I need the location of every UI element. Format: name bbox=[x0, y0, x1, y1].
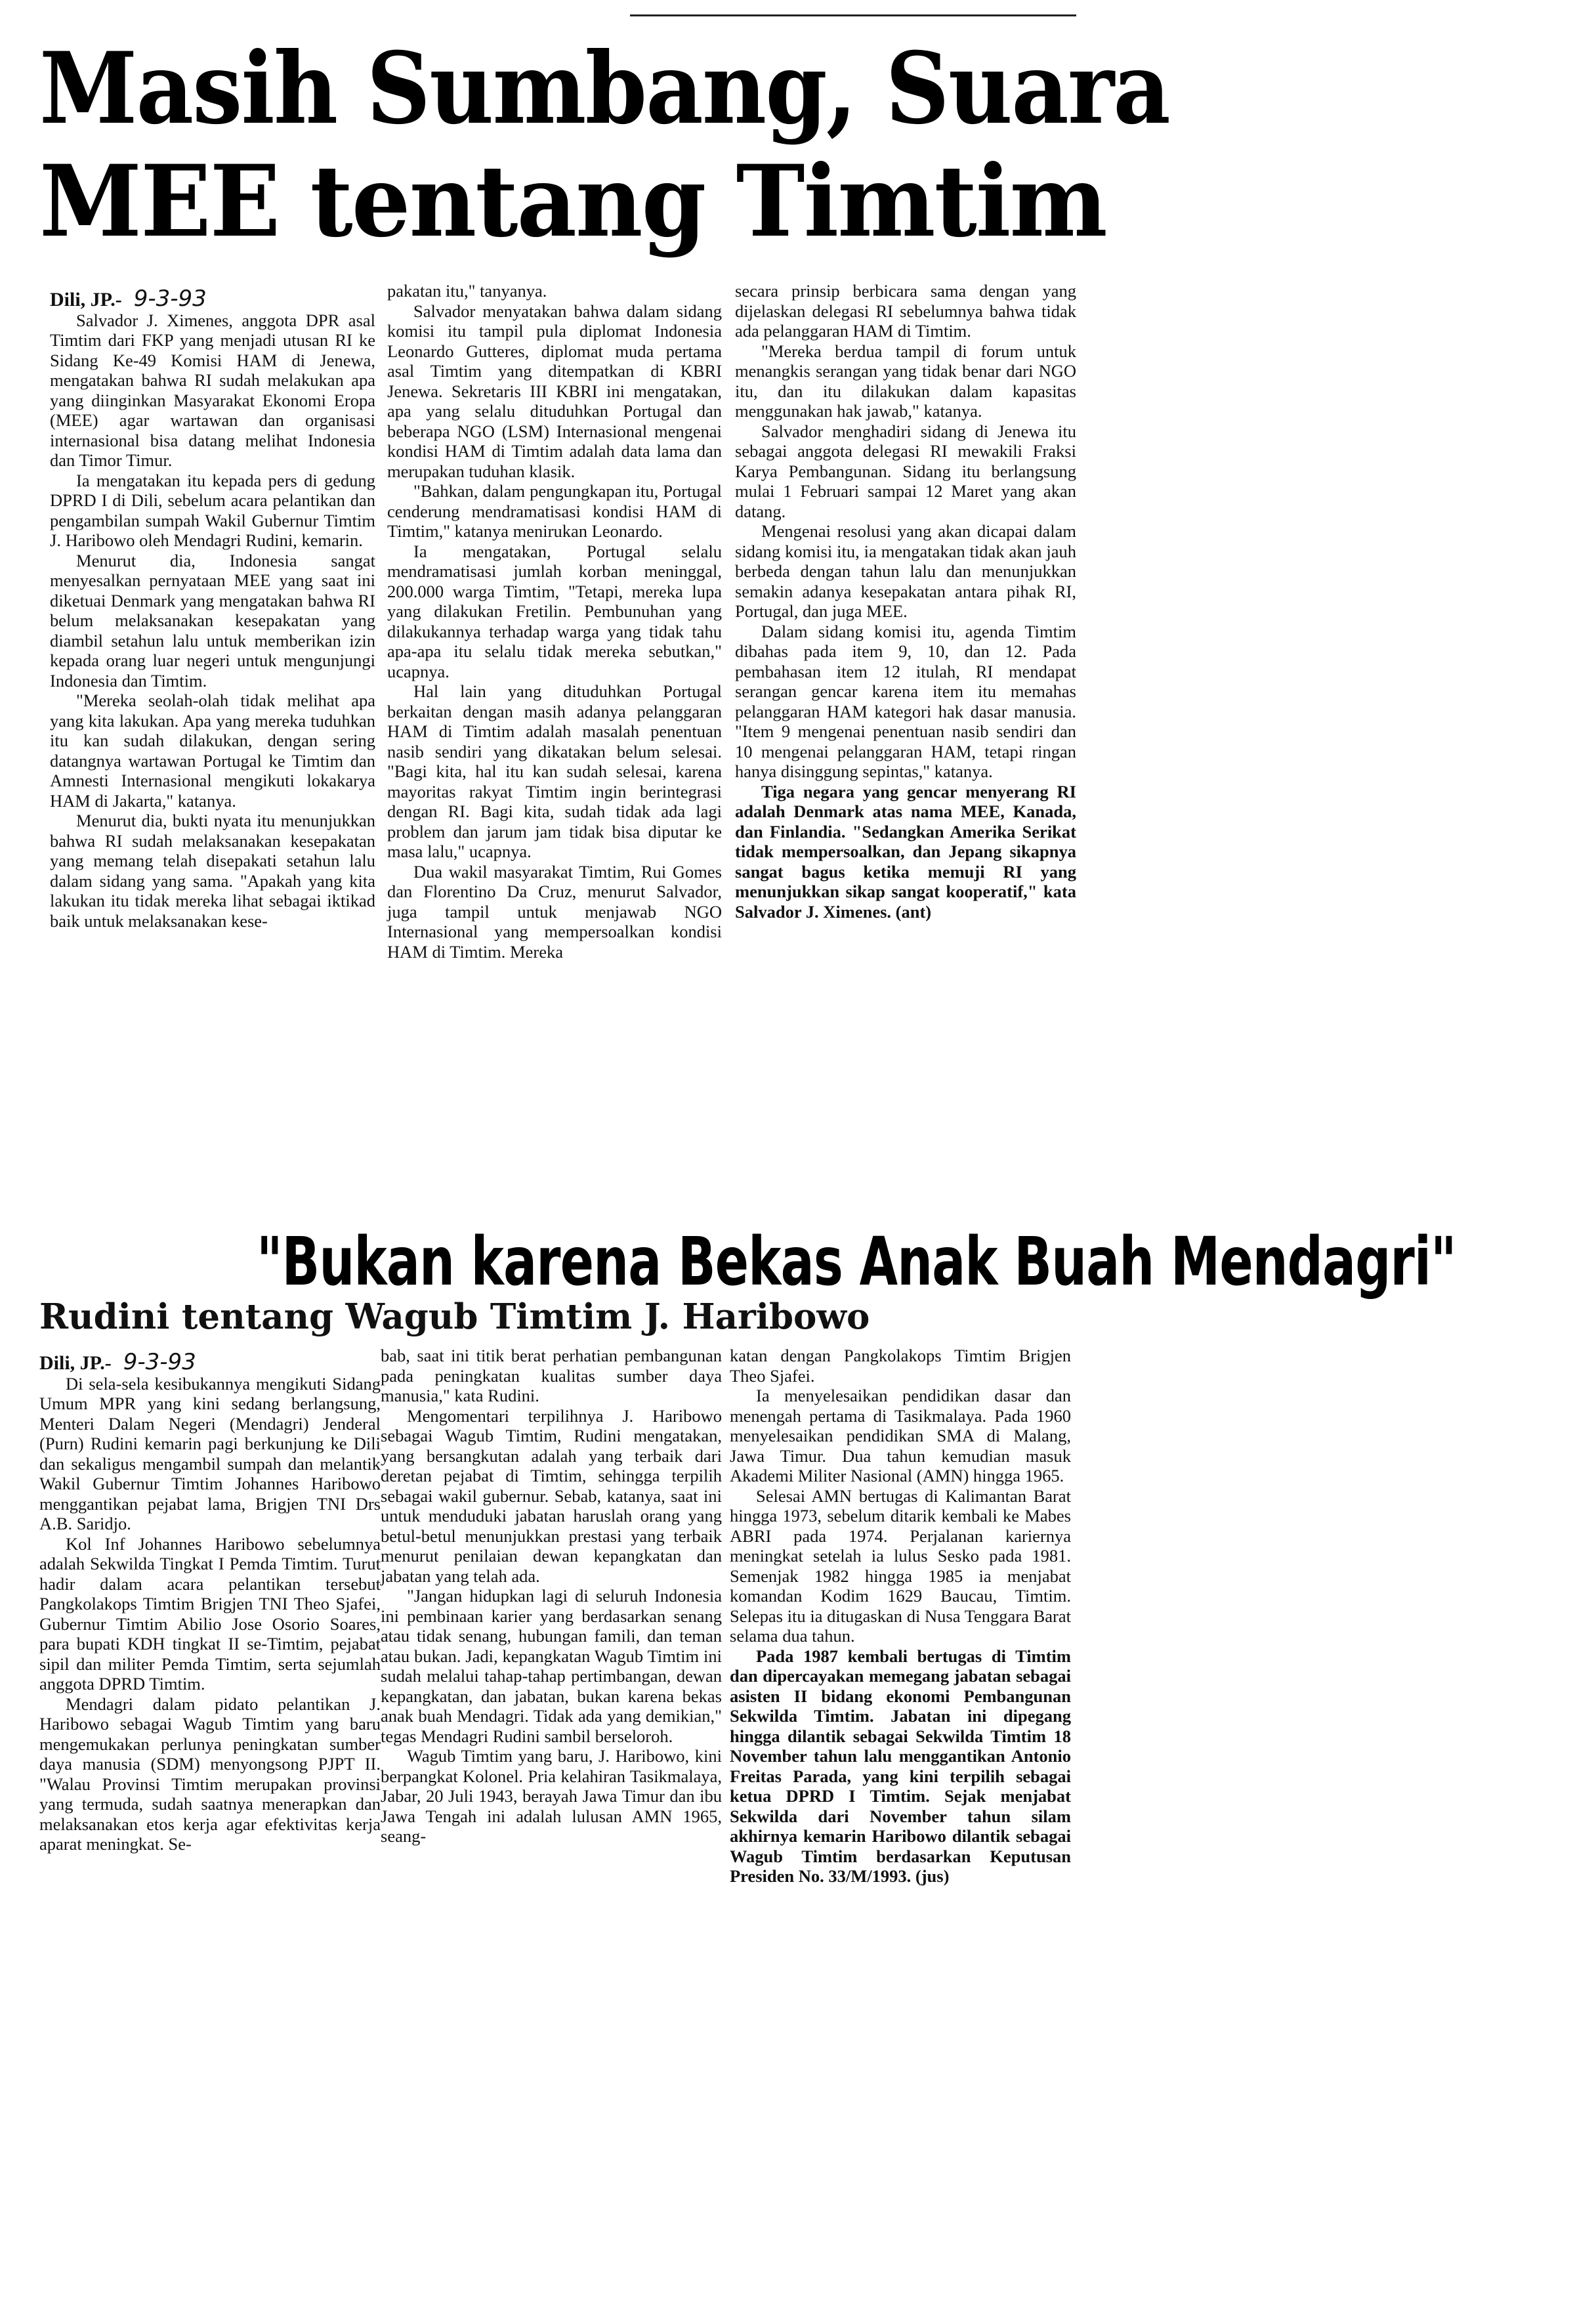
article1-paragraph: Menurut dia, Indonesia sangat menyesalkan pernyataan MEE yang saat ini diketuai Denmark yang mengatakan bahwa RI belum melaksanakan kesepakatan yang diambil setahun lalu untuk memberikan izin kepada orang luar negeri untuk mengunjungi Indonesia dan Timtim. bbox=[50, 550, 375, 691]
article1-paragraph: Tiga negara yang gencar menyerang RI adalah Denmark atas nama MEE, Kanada, dan Finlandia. "Sedangkan Amerika Serikat tidak mempersoalkan, dan Jepang sikapnya sangat bagus ketika memuji RI yang menunjukkan sikap sangat kooperatif," kata Salvador J. Ximenes. (ant) bbox=[735, 781, 1076, 922]
article2-paragraph: Mengomentari terpilihnya J. Haribowo sebagai Wagub Timtim, Rudini mengatakan, yang bersangkutan adalah yang terbaik dari deretan pejabat di Timtim, sehingga terpilih sebagai wakil gubernur. Sebab, katanya, saat ini untuk menduduki jabatan haruslah orang yang betul-betul menunjukkan prestasi yang terbaik menurut penilaian dewan kepangkatan dan jabatan yang telah ada. bbox=[381, 1405, 722, 1586]
article2-headline: "Bukan karena Bekas Anak Buah Mendagri" bbox=[257, 1223, 1456, 1301]
article2-dateline: Dili, JP.- bbox=[39, 1352, 112, 1374]
article2-paragraph: Selesai AMN bertugas di Kalimantan Barat hingga 1973, sebelum ditarik kembali ke Mabes ABRI pada 1974. Perjalanan kariernya meningkat setelah ia lulus Sesko pada 1981. Semenjak 1982 hingga 1985 ia menjabat komandan Kodim 1629 Baucau, Timtim. Selepas itu ia ditugaskan di Nusa Tenggara Barat selama dua tahun. bbox=[730, 1485, 1071, 1646]
article1-paragraph: pakatan itu," tanyanya. bbox=[387, 281, 547, 301]
article2-column-2 bbox=[381, 1346, 722, 1846]
article1-paragraph: Hal lain yang dituduhkan Portugal berkaitan dengan masih adanya pelanggaran HAM di Timtim adalah masalah penentuan nasib sendiri yang dikatakan belum selesai. "Bagi kita, hal itu kan sudah selesai, karena mayoritas rakyat Timtim ingin berintegrasi dengan RI. Bagi kita, sudah tidak ada lagi problem dan jarum jam tidak bisa diputar ke masa lalu," ucapnya. bbox=[387, 681, 722, 861]
article1-headline-line1: Masih Sumbang, Suara bbox=[39, 31, 1169, 146]
article1-paragraph: Salvador menyatakan bahwa dalam sidang komisi itu tampil pula diplomat Indonesia Leonardo Gutteres, diplomat muda pertama asal Timtim yang ditempatkan di KBRI Jenewa. Sekretaris III KBRI ini mengatakan, apa yang selalu dituduhkan Portugal dan beberapa NGO (LSM) Internasional mengenai kondisi HAM di Timtim adalah data lama dan merupakan tuduhan klasik. bbox=[387, 301, 722, 481]
article1-column-1 bbox=[50, 286, 375, 931]
article1-handwritten-date: 9-3-93 bbox=[133, 286, 207, 312]
article2-paragraph: Pada 1987 kembali bertugas di Timtim dan dipercayakan memegang jabatan sebagai asisten II bidang ekonomi Pembangunan Sekwilda Timtim. Jabatan ini dipegang hingga dilantik sebagai Sekwilda Timtim 18 November tahun lalu menggantikan Antonio Freitas Parada, yang kini terpilih sebagai ketua DPRD I Timtim. Sejak menjabat Sekwilda dari November tahun silam akhirnya kemarin Haribowo dilantik sebagai Wagub Timtim berdasarkan Keputusan Presiden No. 33/M/1993. (jus) bbox=[730, 1646, 1071, 1886]
article2-column-3 bbox=[730, 1346, 1071, 1887]
article2-subheadline: Rudini tentang Wagub Timtim J. Haribowo bbox=[39, 1296, 870, 1337]
article2-column-1 bbox=[39, 1349, 381, 1854]
article2-paragraph: Kol Inf Johannes Haribowo sebelumnya adalah Sekwilda Tingkat I Pemda Timtim. Turut hadir dalam acara pelantikan tersebut Pangkolakops Timtim Brigjen TNI Theo Sjafei, Gubernur Timtim Abilio Jose Osorio Soares, para bupati KDH tingkat II se-Timtim, pejabat sipil dan militer Pemda Timtim, serta sejumlah anggota DPRD Timtim. bbox=[39, 1533, 381, 1694]
article2-paragraph: Di sela-sela kesibukannya mengikuti Sidang Umum MPR yang kini sedang berlangsung, Menteri Dalam Negeri (Mendagri) Jenderal (Purn) Rudini kemarin pagi berkunjung ke Dili dan sekaligus mengambil sumpah dan melantik Wakil Gubernur Timtim Johannes Haribowo menggantikan pejabat lama, Brigjen TNI Drs A.B. Saridjo. bbox=[39, 1373, 381, 1533]
article2-paragraph: katan dengan Pangkolakops Timtim Brigjen Theo Sjafei. bbox=[730, 1346, 1071, 1386]
article2-handwritten-date: 9-3-93 bbox=[123, 1349, 196, 1375]
article1-paragraph: Salvador menghadiri sidang di Jenewa itu sebagai anggota delegasi RI mewakili Fraksi Karya Pembangunan. Sidang itu berlangsung mulai 1 Februari sampai 12 Maret yang akan datang. bbox=[735, 421, 1076, 521]
article2-dateline-row bbox=[39, 1349, 381, 1375]
article1-paragraph: Dua wakil masyarakat Timtim, Rui Gomes dan Florentino Da Cruz, menurut Salvador, juga tampil untuk menjawab NGO Internasional yang mempersoalkan kondisi HAM di Timtim. Mereka bbox=[387, 861, 722, 962]
article1-dateline-row bbox=[50, 286, 375, 312]
article1-column-2 bbox=[387, 281, 722, 962]
article2-paragraph: Ia menyelesaikan pendidikan dasar dan menengah pertama di Tasikmalaya. Pada 1960 menyelesaikan pendidikan SMA di Malang, Jawa Timur. Dua tahun kemudian masuk Akademi Militer Nasional (AMN) hingga 1965. bbox=[730, 1386, 1071, 1485]
article2-paragraph: "Jangan hidupkan lagi di seluruh Indonesia ini pembinaan karier yang berdasarkan senang atau tidak senang, hubungan famili, dan teman atau bukan. Jadi, kepangkatan Wagub Timtim ini sudah melalui tahap-tahap pertimbangan, dewan kepangkatan, dan jabatan, bukan karena bekas anak buah Mendagri. Tidak ada yang demikian," tegas Mendagri Rudini sambil berseloroh. bbox=[381, 1586, 722, 1746]
article2-paragraph: bab, saat ini titik berat perhatian pembangunan pada peningkatan kualitas sumber daya manusia," kata Rudini. bbox=[381, 1346, 722, 1405]
article1-column-3 bbox=[735, 281, 1076, 922]
article1-paragraph: Ia mengatakan, Portugal selalu mendramatisasi jumlah korban meninggal, 200.000 warga Timtim, "Tetapi, mereka lupa yang dilakukan Fretilin. Pembunuhan yang dilakukannya terhadap warga yang tidak tahu apa-apa itu selalu tidak mereka sebutkan," ucapnya. bbox=[387, 541, 722, 681]
article1-paragraph: Ia mengatakan itu kepada pers di gedung DPRD I di Dili, sebelum acara pelantikan dan pengambilan sumpah Wakil Gubernur Timtim J. Haribowo oleh Mendagri Rudini, kemarin. bbox=[50, 470, 375, 550]
article1-paragraph: Mengenai resolusi yang akan dicapai dalam sidang komisi itu, ia mengatakan tidak akan jauh berbeda dengan tahun lalu dan menunjukkan semakin adanya kesepakatan antara pihak RI, Portugal, dan juga MEE. bbox=[735, 521, 1076, 621]
article2-paragraph: Mendagri dalam pidato pelantikan J. Haribowo sebagai Wagub Timtim yang baru mengemukakan perlunya peningkatan sumber daya manusia (SDM) menyongsong PJPT II. "Walau Provinsi Timtim merupakan provinsi yang termuda, sudah saatnya menerapkan dan melaksanakan etos kerja agar efektivitas kerja aparat meningkat. Se- bbox=[39, 1694, 381, 1854]
article1-paragraph: "Mereka berdua tampil di forum untuk menangkis serangan yang tidak benar dari NGO itu, dan itu dilakukan dalam kapasitas menggunakan hak jawab," katanya. bbox=[735, 341, 1076, 421]
article1-paragraph: secara prinsip berbicara sama dengan yang dijelaskan delegasi RI sebelumnya bahwa tidak ada pelanggaran HAM di Timtim. bbox=[735, 281, 1076, 341]
top-rule bbox=[630, 14, 1076, 16]
article1-paragraph: Dalam sidang komisi itu, agenda Timtim dibahas pada item 9, 10, dan 12. Pada pembahasan item 12 itulah, RI mendapat serangan gencar karena item itu memahas pelanggaran HAM kategori hak dasar manusia. "Item 9 mengenai penentuan nasib sendiri dan 10 mengenai pelanggaran HAM, tetapi ringan hanya disinggung sepintas," katanya. bbox=[735, 621, 1076, 781]
article2-paragraph: Wagub Timtim yang baru, J. Haribowo, kini berpangkat Kolonel. Pria kelahiran Tasikmalaya, Jabar, 20 Juli 1943, berayah Jawa Timur dan ibu Jawa Tengah ini adalah lulusan AMN 1965, seang- bbox=[381, 1746, 722, 1846]
article1-paragraph: "Mereka seolah-olah tidak melihat apa yang kita lakukan. Apa yang mereka tuduhkan itu kan sudah dilakukan, dengan sering datangnya wartawan Portugal ke Timtim dan Amnesti Internasional mengikuti lokakarya HAM di Jakarta," katanya. bbox=[50, 691, 375, 811]
article1-paragraph: "Bahkan, dalam pengungkapan itu, Portugal cenderung mendramatisasi kondisi HAM di Timtim," katanya menirukan Leonardo. bbox=[387, 481, 722, 541]
article1-headline-line2: MEE tentang Timtim bbox=[39, 144, 1106, 259]
article1-dateline: Dili, JP.- bbox=[50, 289, 122, 310]
article1-paragraph: Menurut dia, bukti nyata itu menunjukkan bahwa RI sudah melaksanakan kesepakatan yang memang telah disepakati setahun lalu dalam sidang yang sama. "Apakah yang kita lakukan itu tidak mereka lihat sebagai iktikad baik untuk melaksanakan kese- bbox=[50, 811, 375, 931]
article1-paragraph: Salvador J. Ximenes, anggota DPR asal Timtim dari FKP yang menjadi utusan RI ke Sidang Ke-49 Komisi HAM di Jenewa, mengatakan bahwa RI sudah melakukan apa yang diinginkan Masyarakat Ekonomi Eropa (MEE) agar wartawan dan organisasi internasional bisa datang melihat Indonesia dan Timor Timur. bbox=[50, 310, 375, 470]
